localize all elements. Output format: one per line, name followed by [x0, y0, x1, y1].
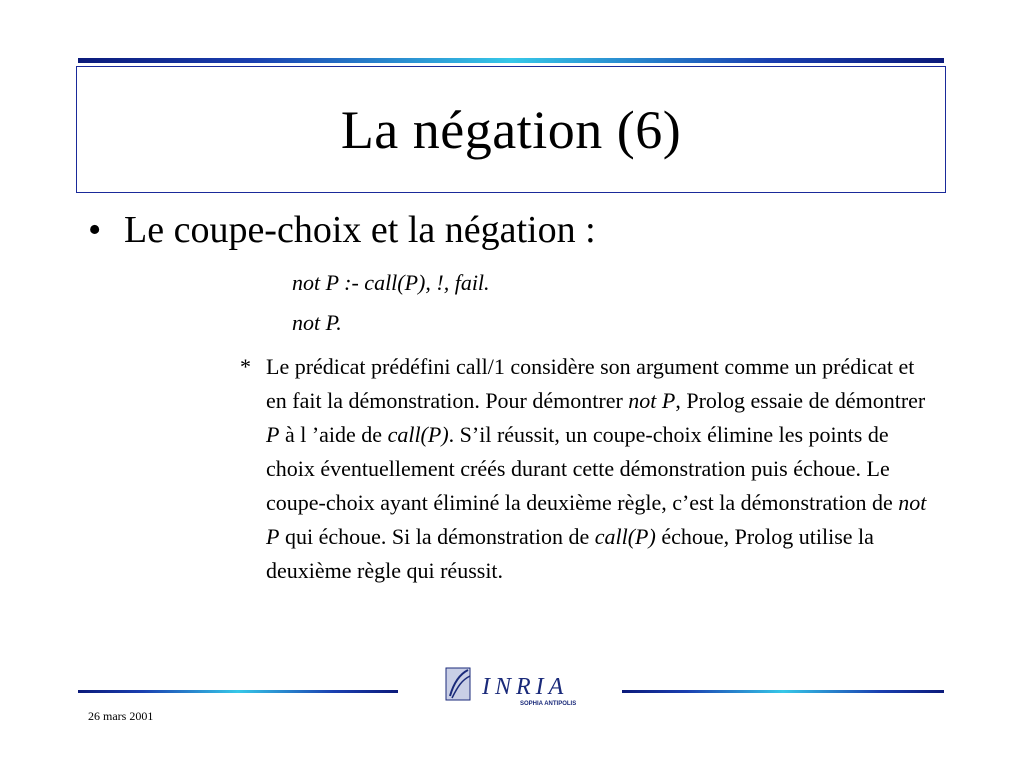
note-italic: call(P)	[594, 524, 656, 549]
note-text: , Prolog essaie de démontrer	[675, 388, 926, 413]
note-marker: *	[240, 354, 251, 379]
bullet-symbol: •	[88, 209, 102, 251]
bottom-left-divider	[78, 690, 398, 693]
note-text: . S’il réussit, un coupe-choix élimine les points de choix éventuellement créés durant cette démonstration puis échoue. Le coupe-choix ayant éliminé la deuxième règle, c’est la démonstration de	[266, 422, 899, 515]
code-line-2: not P.	[292, 310, 342, 335]
bottom-right-divider	[622, 690, 944, 693]
note-italic: call(P)	[387, 422, 449, 447]
note-italic: not P	[266, 490, 927, 549]
note-paragraph	[266, 350, 938, 588]
note-text: qui échoue. Si la démonstration de	[279, 524, 595, 549]
inria-logo	[440, 662, 600, 710]
note-text: échoue, Prolog utilise la deuxième règle qui réussit.	[266, 524, 874, 583]
logo-name: INRIA	[482, 674, 569, 700]
inria-logo-icon	[440, 662, 600, 710]
code-line-1: not P :- call(P), !, fail.	[292, 270, 490, 295]
note-italic: P	[266, 422, 280, 447]
note-italic: not P	[628, 388, 676, 413]
main-bullet	[88, 208, 596, 252]
note-text: Le prédicat prédéfini call/1 considère son argument comme un prédicat et en fait la démonstration. Pour démontrer	[266, 354, 915, 413]
note-text: à l ’aide de	[279, 422, 388, 447]
slide-title: La négation (6)	[340, 99, 682, 160]
logo-subtitle: SOPHIA ANTIPOLIS	[520, 701, 577, 707]
title-box	[76, 66, 946, 193]
footer-date: 26 mars 2001	[88, 709, 154, 723]
bullet-text: Le coupe-choix et la négation :	[124, 209, 596, 251]
top-divider-bar	[78, 58, 944, 63]
